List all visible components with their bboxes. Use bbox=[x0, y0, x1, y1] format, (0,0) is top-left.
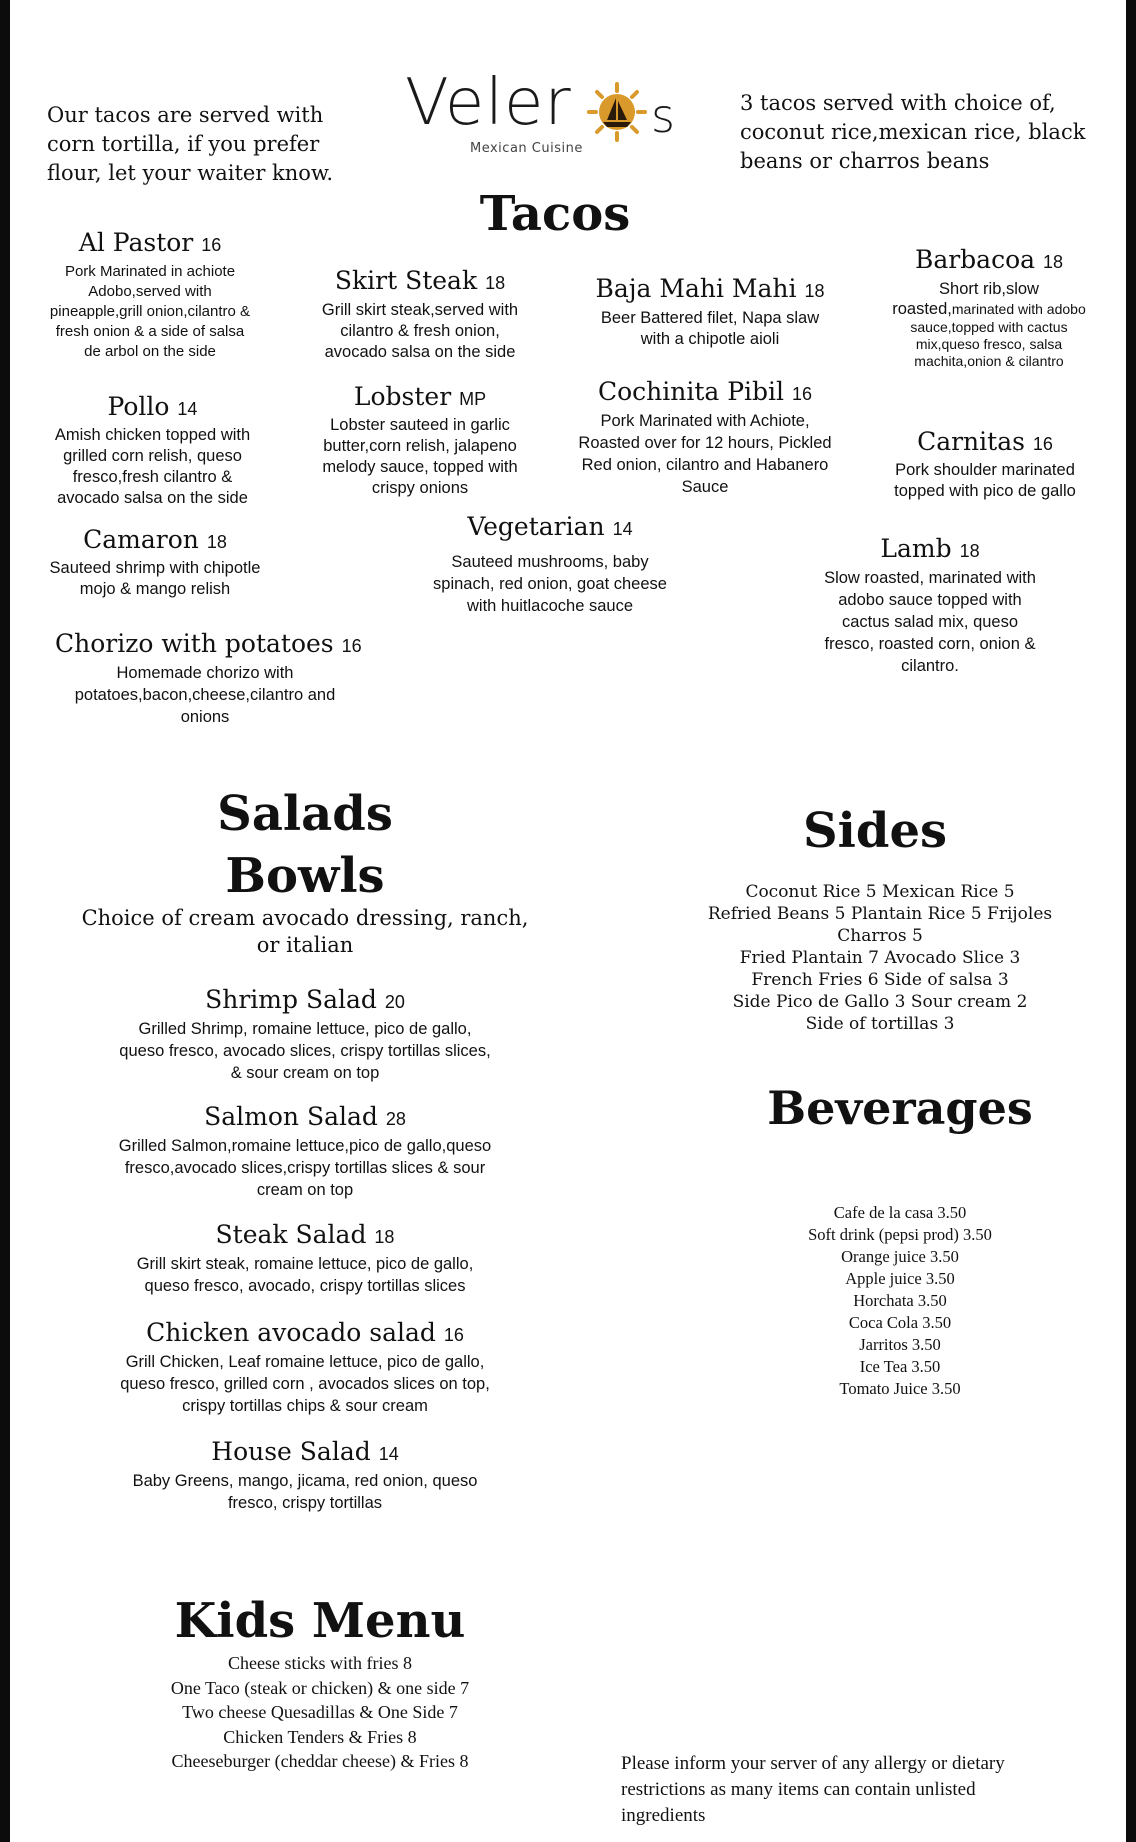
beverage-line: Cafe de la casa 3.50 bbox=[833, 1203, 967, 1222]
item-desc-line: potatoes,bacon,cheese,cilantro and bbox=[74, 686, 336, 704]
item-price: 18 bbox=[804, 281, 825, 301]
item-desc-line: Pork shoulder marinated bbox=[895, 461, 1075, 479]
item-desc-line: Sauteed shrimp with chipotle bbox=[49, 559, 261, 577]
taco-vegetarian bbox=[410, 512, 690, 617]
item-name: Barbacoa bbox=[914, 245, 1036, 274]
taco-lamb bbox=[810, 534, 1050, 677]
item-price: 20 bbox=[384, 992, 405, 1012]
item-desc-line: topped with pico de gallo bbox=[894, 482, 1076, 500]
item-desc-line: Red onion, cilantro and Habanero bbox=[581, 456, 829, 474]
menu-page bbox=[10, 0, 1126, 1842]
kids-line: Cheeseburger (cheddar cheese) & Fries 8 bbox=[171, 1751, 469, 1771]
item-desc-line: butter,corn relish, jalapeno bbox=[323, 437, 517, 455]
item-price: 16 bbox=[443, 1325, 464, 1345]
beverage-line: Apple juice 3.50 bbox=[845, 1269, 955, 1288]
taco-chorizo-with-potatoes bbox=[55, 629, 362, 728]
item-desc-line: grilled corn relish, queso bbox=[63, 447, 242, 465]
item-desc-line: with huitlacoche sauce bbox=[466, 597, 633, 615]
sides-line: Side Pico de Gallo 3 Sour cream 2 bbox=[732, 992, 1028, 1012]
item-desc-line: Grill skirt steak,served with bbox=[321, 301, 519, 319]
item-desc-line: Short rib,slow bbox=[939, 280, 1039, 298]
item-desc-line: Adobo,served with bbox=[88, 283, 212, 300]
logo bbox=[405, 68, 690, 168]
taco-pollo bbox=[40, 392, 265, 509]
item-desc-line: Grill Chicken, Leaf romaine lettuce, pico de gallo, bbox=[125, 1353, 485, 1371]
item-desc-line: cilantro & fresh onion, bbox=[340, 322, 500, 340]
kids-line: Two cheese Quesadillas & One Side 7 bbox=[182, 1702, 458, 1722]
item-name: Skirt Steak bbox=[334, 266, 478, 295]
item-name: Baja Mahi Mahi bbox=[595, 274, 797, 303]
item-price: 16 bbox=[792, 384, 813, 404]
logo-subtitle: Mexican Cuisine bbox=[470, 141, 583, 156]
note-line: flour, let your waiter know. bbox=[47, 161, 334, 185]
item-name: Lobster bbox=[353, 382, 452, 411]
item-desc-line: Roasted over for 12 hours, Pickled bbox=[578, 434, 832, 452]
beverage-line: Orange juice 3.50 bbox=[841, 1247, 959, 1266]
sides-line: French Fries 6 Side of salsa 3 bbox=[751, 970, 1009, 990]
item-desc-line: queso fresco, avocado, crispy tortillas slices bbox=[144, 1277, 466, 1295]
item-name: Salmon Salad bbox=[204, 1102, 378, 1131]
note-line: corn tortilla, if you prefer bbox=[47, 132, 320, 156]
item-price: 16 bbox=[341, 636, 362, 656]
item-price: 18 bbox=[1043, 252, 1064, 272]
taco-skirt-steak bbox=[300, 266, 540, 363]
item-name: Chicken avocado salad bbox=[146, 1318, 436, 1347]
item-name: Chorizo with potatoes bbox=[55, 629, 334, 658]
item-name: Cochinita Pibil bbox=[597, 377, 785, 406]
item-desc-line: melody sauce, topped with bbox=[322, 458, 518, 476]
item-desc-line: Grilled Salmon,romaine lettuce,pico de gallo,queso bbox=[118, 1137, 492, 1155]
note-line: Our tacos are served with bbox=[47, 103, 324, 127]
item-desc-line: Lobster sauteed in garlic bbox=[330, 416, 510, 434]
beverages-title: Beverages bbox=[767, 1081, 1033, 1135]
kids-menu-title: Kids Menu bbox=[174, 1593, 466, 1649]
beverage-line: Coca Cola 3.50 bbox=[848, 1313, 952, 1332]
logo-text-left: Veler bbox=[405, 66, 572, 140]
item-desc-text: marinated with adobo bbox=[951, 301, 1086, 317]
taco-al-pastor bbox=[40, 228, 260, 362]
item-desc-line: Pork Marinated with Achiote, bbox=[600, 412, 810, 430]
item-desc-line: Sauce bbox=[681, 478, 729, 496]
sides-line: Refried Beans 5 Plantain Rice 5 Frijoles bbox=[707, 904, 1053, 924]
item-price: 16 bbox=[1032, 434, 1053, 454]
item-price: MP bbox=[459, 389, 487, 409]
item-desc-line: pineapple,grill onion,cilantro & bbox=[49, 303, 251, 320]
sides-line: Coconut Rice 5 Mexican Rice 5 bbox=[745, 882, 1015, 902]
item-desc-line: Baby Greens, mango, jicama, red onion, queso bbox=[132, 1472, 478, 1490]
beverage-line: Jarritos 3.50 bbox=[859, 1335, 941, 1354]
note-line: coconut rice,mexican rice, black bbox=[740, 120, 1086, 144]
salad-chicken-avocado bbox=[55, 1318, 555, 1417]
item-desc-line: adobo sauce topped with bbox=[838, 591, 1022, 609]
tacos-title: Tacos bbox=[479, 186, 631, 242]
item-price: 28 bbox=[385, 1109, 406, 1129]
item-name: Lamb bbox=[880, 534, 952, 563]
item-desc-line: de arbol on the side bbox=[84, 343, 216, 360]
item-desc-line: crispy tortillas chips & sour cream bbox=[182, 1397, 428, 1415]
item-name: Pollo bbox=[107, 392, 170, 421]
tacos-sides-note bbox=[740, 89, 1085, 176]
item-name: Shrimp Salad bbox=[205, 985, 377, 1014]
taco-carnitas bbox=[870, 427, 1100, 502]
item-desc-line: queso fresco, grilled corn , avocados slices on top, bbox=[120, 1375, 490, 1393]
item-desc-line: Grilled Shrimp, romaine lettuce, pico de gallo, bbox=[138, 1020, 472, 1038]
note-line: 3 tacos served with choice of, bbox=[740, 91, 1056, 115]
salad-steak bbox=[55, 1220, 555, 1297]
item-desc-line: with a chipotle aioli bbox=[640, 330, 780, 348]
sides-list bbox=[670, 881, 1090, 1035]
item-desc-line: Homemade chorizo with bbox=[116, 664, 294, 682]
taco-cochinita-pibil bbox=[555, 377, 855, 498]
salad-house bbox=[55, 1437, 555, 1514]
item-desc-line: onions bbox=[180, 708, 230, 726]
tortilla-note bbox=[47, 101, 333, 188]
sides-line: Fried Plantain 7 Avocado Slice 3 bbox=[739, 948, 1021, 968]
beverage-line: Horchata 3.50 bbox=[853, 1291, 947, 1310]
sides-title: Sides bbox=[802, 803, 948, 859]
item-desc-line: Grill skirt steak, romaine lettuce, pico de gallo, bbox=[136, 1255, 474, 1273]
item-desc-line: spinach, red onion, goat cheese bbox=[433, 575, 667, 593]
item-name: Steak Salad bbox=[215, 1220, 367, 1249]
item-desc-line: cilantro. bbox=[901, 657, 959, 675]
kids-line: One Taco (steak or chicken) & one side 7 bbox=[170, 1677, 470, 1698]
sides-line: Side of tortillas 3 bbox=[805, 1014, 955, 1034]
allergy-note: Please inform your server of any allergy or dietary restrictions as many items can contain unlisted ingredients bbox=[621, 1753, 1005, 1826]
item-name: Vegetarian bbox=[467, 512, 605, 541]
item-desc-line: & sour cream on top bbox=[230, 1064, 380, 1082]
item-desc-line: avocado salsa on the side bbox=[57, 489, 248, 507]
item-desc-line: fresco,avocado slices,crispy tortillas slices & sour bbox=[124, 1159, 486, 1177]
item-price: 18 bbox=[959, 541, 980, 561]
item-desc-line: Beer Battered filet, Napa slaw bbox=[600, 309, 820, 327]
item-name: Al Pastor bbox=[78, 228, 194, 257]
item-desc-line: sauce,topped with cactus bbox=[910, 319, 1068, 335]
item-desc-line: fresco, roasted corn, onion & bbox=[824, 635, 1036, 653]
item-desc-line: Amish chicken topped with bbox=[54, 426, 251, 444]
item-price: 14 bbox=[177, 399, 198, 419]
beverage-line: Tomato Juice 3.50 bbox=[839, 1379, 961, 1398]
beverage-line: Soft drink (pepsi prod) 3.50 bbox=[808, 1225, 992, 1244]
item-name: Camaron bbox=[83, 525, 199, 554]
item-desc-text: roasted, bbox=[892, 300, 952, 318]
item-price: 18 bbox=[485, 273, 506, 293]
item-desc-line: fresco,fresh cilantro & bbox=[72, 468, 233, 486]
beverage-line: Ice Tea 3.50 bbox=[859, 1357, 941, 1376]
kids-line: Chicken Tenders & Fries 8 bbox=[223, 1726, 417, 1747]
item-price: 16 bbox=[201, 235, 222, 255]
item-desc-line: machita,onion & cilantro bbox=[914, 353, 1064, 369]
item-desc-line: Pork Marinated in achiote bbox=[64, 263, 236, 280]
item-price: 14 bbox=[612, 519, 633, 539]
item-desc-line: queso fresco, avocado slices, crispy tortillas slices, bbox=[119, 1042, 491, 1060]
salad-salmon bbox=[55, 1102, 555, 1201]
item-desc-line: Slow roasted, marinated with bbox=[824, 569, 1036, 587]
item-name: Carnitas bbox=[917, 427, 1025, 456]
logo-text-right: s bbox=[651, 89, 675, 143]
salad-shrimp bbox=[55, 985, 555, 1084]
item-desc-line: cream on top bbox=[256, 1181, 354, 1199]
note-line: beans or charros beans bbox=[740, 149, 990, 173]
kids-menu-list bbox=[120, 1651, 520, 1774]
kids-line: Cheese sticks with fries 8 bbox=[228, 1653, 412, 1673]
taco-barbacoa bbox=[874, 245, 1104, 370]
beverages-list bbox=[750, 1202, 1050, 1400]
sides-line: Charros 5 bbox=[837, 926, 923, 946]
item-price: 14 bbox=[378, 1444, 399, 1464]
item-price: 18 bbox=[206, 532, 227, 552]
item-desc-line: fresh onion & a side of salsa bbox=[55, 323, 245, 340]
taco-camaron bbox=[40, 525, 270, 600]
salads-bowls-title: Salads Bowls bbox=[217, 786, 393, 904]
taco-baja-mahi-mahi bbox=[575, 274, 845, 350]
item-desc-line: fresco, crispy tortillas bbox=[227, 1494, 383, 1512]
dressing-note: Choice of cream avocado dressing, ranch, or italian bbox=[81, 906, 529, 957]
item-desc-line: mojo & mango relish bbox=[79, 580, 231, 598]
item-desc-line: mix,queso fresco, salsa bbox=[915, 336, 1063, 352]
sailboat-sun-icon bbox=[587, 82, 647, 142]
item-desc-line: avocado salsa on the side bbox=[324, 343, 516, 361]
item-name: House Salad bbox=[211, 1437, 371, 1466]
item-desc-line: cactus salad mix, queso bbox=[841, 613, 1019, 631]
item-desc-line: crispy onions bbox=[371, 479, 469, 497]
item-price: 18 bbox=[374, 1227, 395, 1247]
item-desc-line: Sauteed mushrooms, baby bbox=[451, 553, 649, 571]
taco-lobster bbox=[300, 382, 540, 499]
